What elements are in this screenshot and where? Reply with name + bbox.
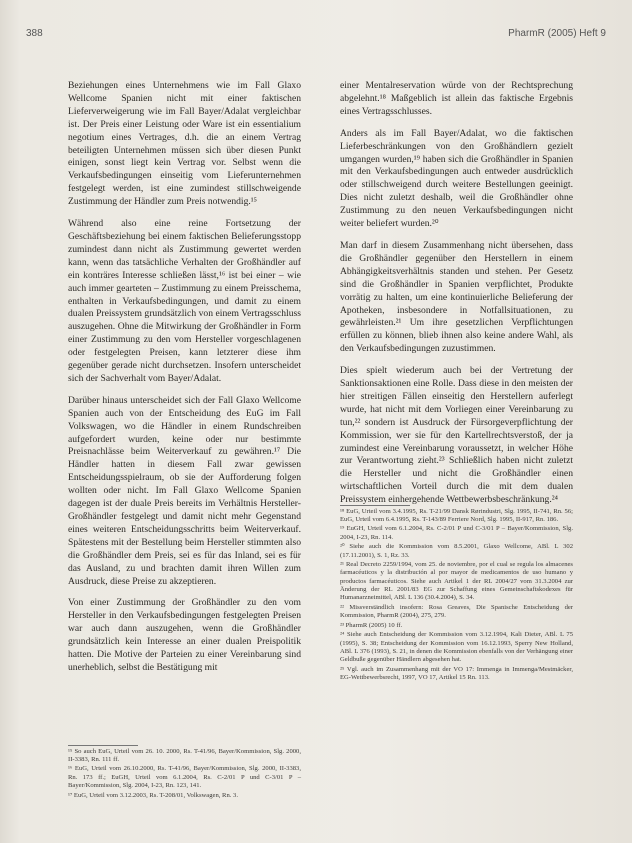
right-column (340, 80, 573, 516)
paragraph: Anders als im Fall Bayer/Adalat, wo die faktischen Lieferbeschränkungen von den Großhändlern gezielt umgangen wurden,¹⁹ haben sich die Großhändler in Spanien mit den Verkaufsbedingungen auch entweder ausdrücklich oder stillschweigend durch weitere Bestellungen geeinigt. Dies nicht zuletzt deshalb, weil die Großhändler ohne Zustimmung zu den neuen Verkaufsbedingungen nicht weiter beliefert wurden.²⁰ (340, 127, 573, 230)
paragraph: Beziehungen eines Unternehmens wie im Fall Glaxo Wellcome Spanien nicht mit einer faktischen Lieferverweigerung wie im Fall Bayer/Adalat vergleichbar ist. Der Preis einer Leistung oder Ware ist ein essentialium negotium eines Vertrages, d.h. die an einem Vertrag beteiligten Unternehmen müssen sich über diesen Punkt einigen, sonst liegt kein Vertrag vor. Selbst wenn die Verkaufsbedingungen einseitig vom Lieferunternehmen festgelegt werden, ist eine zumindest stillschweigende Zustimmung der Händler zum Preis notwendig.¹⁵ (68, 80, 301, 208)
page-number: 388 (26, 28, 43, 39)
paragraph: Während also eine reine Fortsetzung der Geschäftsbeziehung bei einem faktischen Belieferungsstopp zumindest dann nicht als Zustimmung gewertet werden kann, wenn das tatsächliche Verhalten der Großhändler auf ein konträres Interesse schließen lässt,¹⁶ ist bei einer – wie auch immer gearteten – Zustimmung zu einem Preisschema, enthalten in Verkaufsbedingungen, und damit zu einem dualen Preissystem grundsätzlich von einem Vertragsschluss auszugehen. Ohne die Mitwirkung der Großhändler in Form einer Zustimmung zu den vom Hersteller vorgeschlagenen oder festgelegten Preisen, kann letzterer diese ihm gegenüber gerade nicht durchsetzen. Insofern unterscheidet sich der Sachverhalt vom Bayer/Adalat. (68, 218, 301, 384)
footnote: ¹⁸ EuG, Urteil vom 3.4.1995, Rs. T-21/99 Dansk Rørindustri, Slg. 1995, II-741, Rn. 56; EuG, Urteil vom 6.4.1995, Rs. T-143/89 Ferriere Nord, Slg. 1995, II-917, Rn. 186. (340, 507, 573, 523)
left-footnotes (68, 745, 301, 801)
footnote: ¹⁶ EuG, Urteil vom 26.10.2000, Rs. T-41/96, Bayer/Kommission, Slg. 2000, II-3383, Rn. 173 ff.; EuGH, Urteil vom 6.1.2004, Rs. C-2/01 P und C-3/01 P – Bayer/Kommission, Slg. 2004, I-23, Rn. 123, 141. (68, 765, 301, 789)
footnote: ¹⁹ EuGH, Urteil vom 6.1.2004, Rs. C-2/01 P und C-3/01 P – Bayer/Kommission, Slg. 2004, I-23, Rn. 114. (340, 525, 573, 541)
paragraph: Von einer Zustimmung der Großhändler zu den vom Hersteller in den Verkaufsbedingungen festgelegten Preisen war auch dann auszugehen, wenn die Großhändler grundsätzlich kein Interesse an einer dualen Preispolitik hatten. Die Motive der Parteien zu einer Vereinbarung sind unerheblich, selbst die Bestätigung mit (68, 597, 301, 673)
footnote: ²⁰ Siehe auch die Kommission vom 8.5.2001, Glaxo Wellcome, ABl. L 302 (17.11.2001), S. 1, Rz. 33. (340, 543, 573, 559)
left-column (68, 80, 301, 684)
journal-heading: PharmR (2005) Heft 9 (508, 28, 606, 39)
paragraph: Dies spielt wiederum auch bei der Vertretung der Sanktionsaktionen eine Rolle. Dass diese in den meisten der hier streitigen Fällen einseitig den Herstellern auferlegt wurde, hat nicht mit dem Vorliegen einer Vereinbarung zu tun,²² sondern ist Ausdruck der Fürsorgeverpflichtung der Kommission, wer sie für den Kartellrechtsverstoß, der ja zumindest eine Vereinbarung voraussetzt, in welcher Höhe zur Verantwortung zieht.²³ Schließlich haben nicht zuletzt die Hersteller und nicht die Großhändler einen wirtschaftlichen Vorteil durch die mit dem dualen Preissystem einhergehende Wettbewerbsbeschränkung.²⁴ (340, 365, 573, 506)
paragraph: einer Mentalreservation würde von der Rechtsprechung abgelehnt.¹⁸ Maßgeblich ist allein das faktische Ergebnis eines Vertragsschlusses. (340, 80, 573, 117)
footnote: ²⁵ Vgl. auch im Zusammenhang mit der VO 17: Immenga in Immenga/Mestmäcker, EG-Wettbewerbsrecht, 1997, VO 17, Artikel 15 Rn. 113. (340, 665, 573, 681)
paragraph: Man darf in diesem Zusammenhang nicht übersehen, dass die Großhändler gegenüber den Herstellern in einem Abhängigkeitsverhältnis standen und stehen. Per Gesetz sind die Großhändler in Spanien verpflichtet, Produkte vorrätig zu halten, um eine kontinuierliche Belieferung der Apotheken, insbesondere in Notfallsituationen, zu gewährleisten.²¹ Um ihre gesetzlichen Verpflichtungen erfüllen zu können, blieb ihnen also keine andere Wahl, als den Verkaufsbedingungen zuzustimmen. (340, 239, 573, 355)
page-header (26, 28, 606, 39)
footnote: ²¹ Real Decreto 2259/1994, vom 25. de noviembre, por el cual se regula los almacenes farmacéuticos y la distribución al por mayor de medicamentos de uso humano y productos farmacéuticos. Siehe auch Artikel 1 der RL 2004/27 vom 31.3.2004 zur Änderung der RL 2001/83 EG zur Schaffung eines Gemeinschaftskodexes für Humanarzneimittel, ABl. L 136 (30.4.2004), S. 34. (340, 561, 573, 602)
footnote: ¹⁵ So auch EuG, Urteil vom 26. 10. 2000, Rs. T-41/96, Bayer/Kommission, Slg. 2000, II-3383, Rn. 111 ff. (68, 747, 301, 763)
footnote: ²³ PharmR (2005) 10 ff. (340, 621, 403, 629)
footnote: ¹⁷ EuG, Urteil vom 3.12.2003, Rs. T-208/01, Volkswagen, Rn. 3. (68, 791, 238, 799)
footnote: ²⁴ Siehe auch Entscheidung der Kommission vom 3.12.1994, Kali Dieter, ABl. L 75 (1995), S. 38; Entscheidung der Kommission vom 16.12.1993, Sperry New Holland, ABl. L 376 (1993), S. 21, in denen die Kommission ebenfalls von der Verhängung einer Geldbuße gegenüber Händlern abgesehen hat. (340, 631, 573, 663)
paragraph: Darüber hinaus unterscheidet sich der Fall Glaxo Wellcome Spanien auch von der Entscheidung des EuG im Fall Volkswagen, wo die Händler in einem Rundschreiben aufgefordert wurden, keine oder nur bestimmte Preisnachlässe beim Weiterverkauf zu gewähren.¹⁷ Die Händler hatten in diesem Fall zwar gewissen Entscheidungsspielraum, ob sie der Aufforderung folgen wollten oder nicht. Im Fall Glaxo Wellcome Spanien dagegen ist der duale Preis bereits im Verhältnis Hersteller-Großhändler festgelegt und damit nicht mehr Gegenstand eines weiteren Entscheidungsschritts beim Weiterverkauf. Spätestens mit der Bestellung beim Hersteller stimmten also die Großhändler dem Preis, sei es für das Inland, sei es für das Ausland, zu und brachten damit ihren Willen zum Ausdruck, diese Preise zu akzeptieren. (68, 394, 301, 587)
footnote-rule (68, 745, 138, 746)
right-footnotes (340, 505, 573, 684)
footnote: ²² Missverständlich insofern: Rosa Greaves, Die Spanische Entscheidung der Kommission, PharmR (2004), 275, 279. (340, 603, 573, 619)
footnote-rule (340, 505, 410, 506)
